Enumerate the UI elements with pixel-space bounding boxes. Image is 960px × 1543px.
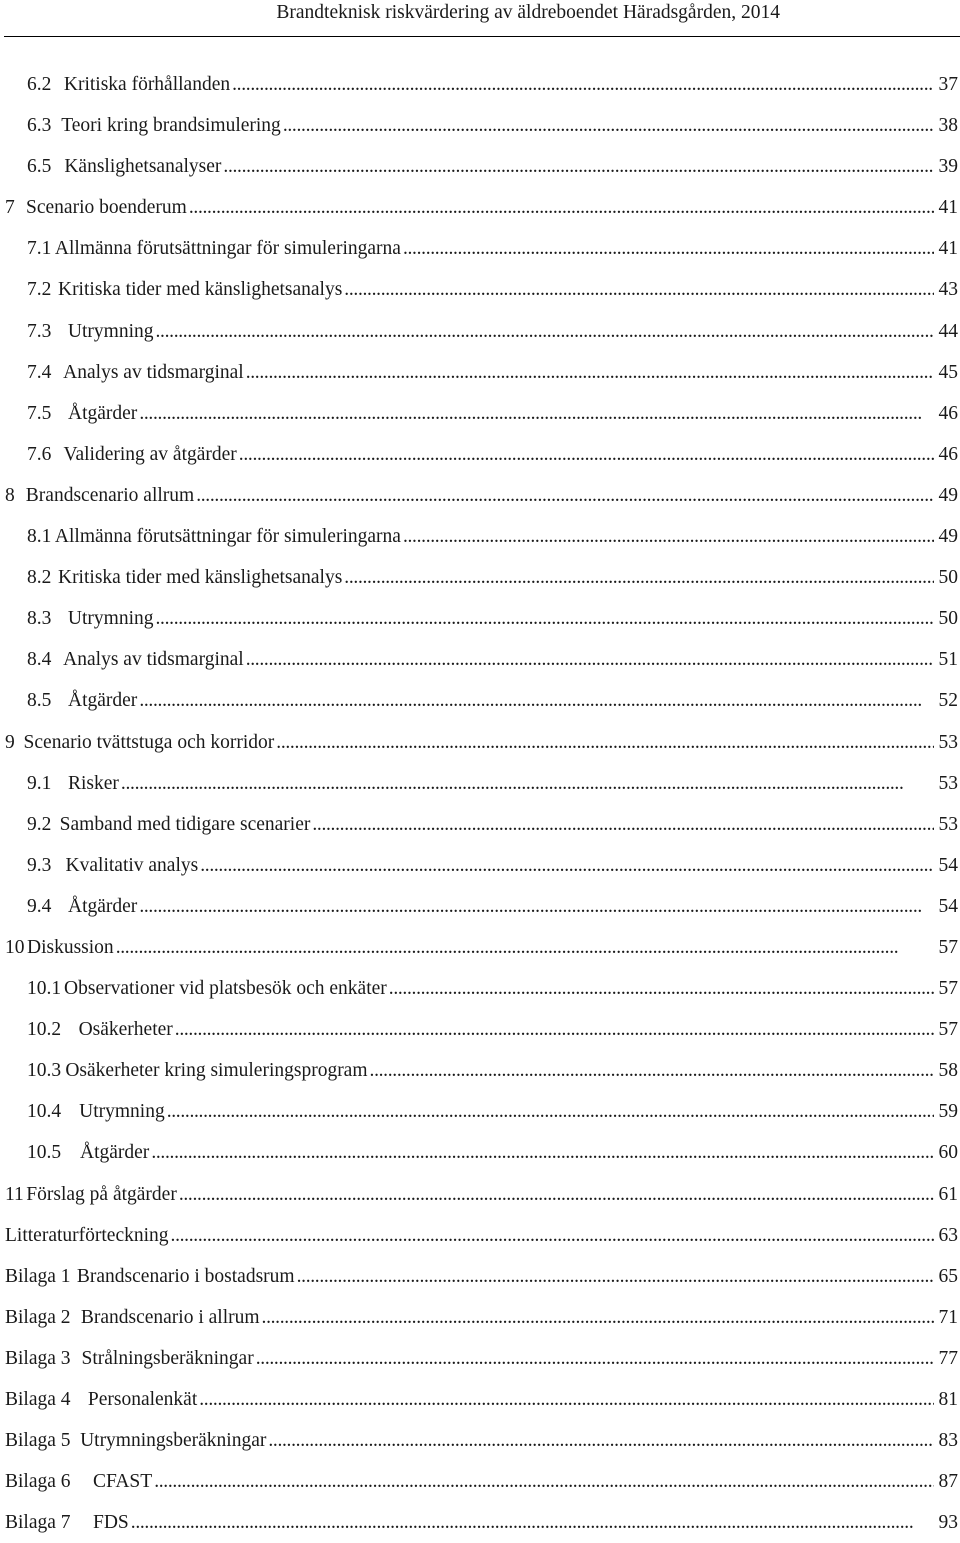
toc-entry[interactable]	[0, 434, 958, 475]
dot-leader	[297, 1256, 934, 1297]
toc-entry[interactable]	[0, 804, 958, 845]
toc-entry-title: Validering av åtgärder	[63, 443, 237, 465]
toc-entry-title: Samband med tidigare scenarier	[59, 813, 311, 835]
dot-leader	[196, 475, 934, 516]
table-of-contents	[0, 64, 958, 1543]
toc-entry-number: 10.5	[27, 1142, 62, 1164]
toc-entry-page-number: 77	[938, 1347, 958, 1369]
dot-leader	[199, 1379, 934, 1420]
toc-entry-title: Utrymningsberäkningar	[80, 1430, 267, 1452]
toc-entry-title: Känslighetsanalyser	[64, 156, 222, 178]
toc-entry-title: Allmänna förutsättningar för simuleringarna	[54, 526, 401, 548]
toc-entry-title: FDS	[93, 1512, 129, 1534]
toc-entry-page-number: 83	[938, 1430, 958, 1452]
toc-entry[interactable]	[0, 598, 958, 639]
toc-entry-number: 9.1	[27, 772, 52, 794]
toc-entry[interactable]	[0, 352, 958, 393]
toc-entry-page-number: 44	[938, 320, 958, 342]
toc-entry-page-number: 57	[938, 1019, 958, 1041]
toc-entry-number: 6.5	[27, 156, 52, 178]
toc-entry-number: 10.2	[27, 1019, 62, 1041]
toc-entry-title: Utrymning	[67, 320, 154, 342]
toc-entry[interactable]	[0, 639, 958, 680]
toc-entry-number: 8	[5, 484, 15, 506]
toc-entry-page-number: 65	[938, 1265, 958, 1287]
toc-entry-page-number: 87	[938, 1471, 958, 1493]
toc-entry-page-number: 51	[938, 649, 958, 671]
toc-entry-page-number: 46	[938, 443, 958, 465]
toc-entry-page-number: 49	[938, 526, 958, 548]
dot-leader	[200, 845, 934, 886]
toc-entry-page-number: 41	[938, 197, 958, 219]
toc-entry[interactable]	[0, 1132, 958, 1173]
toc-entry-page-number: 46	[938, 402, 958, 424]
dot-leader	[246, 639, 934, 680]
toc-entry-page-number: 81	[938, 1389, 958, 1410]
toc-entry[interactable]	[0, 1379, 958, 1420]
toc-entry-number: Bilaga 2	[5, 1306, 71, 1328]
toc-entry[interactable]	[0, 1009, 958, 1050]
dot-leader	[139, 886, 934, 927]
dot-leader	[403, 228, 934, 269]
toc-entry[interactable]	[0, 1420, 958, 1461]
toc-entry-page-number: 53	[938, 731, 958, 753]
toc-entry-number: 10.3	[27, 1060, 62, 1082]
toc-entry-page-number: 57	[938, 936, 958, 958]
toc-entry-title: Kritiska tider med känslighetsanalys	[57, 567, 343, 589]
toc-entry-title: Åtgärder	[68, 690, 138, 712]
dot-leader	[175, 1009, 934, 1050]
toc-entry-title: Osäkerheter kring simuleringsprogram	[65, 1060, 368, 1082]
dot-leader	[139, 393, 934, 434]
toc-entry-number: Bilaga 3	[5, 1347, 71, 1369]
toc-entry[interactable]	[0, 64, 958, 105]
dot-leader	[389, 968, 934, 1009]
toc-entry-title: Åtgärder	[68, 895, 138, 917]
toc-entry-title: Förslag på åtgärder	[26, 1183, 177, 1205]
toc-entry[interactable]	[0, 187, 958, 228]
toc-entry-page-number: 53	[938, 813, 958, 835]
toc-entry-page-number: 57	[938, 978, 958, 1000]
toc-entry-number: Bilaga 4	[5, 1389, 71, 1410]
dot-leader	[268, 1420, 934, 1461]
toc-entry-number: 9.4	[27, 895, 52, 917]
toc-entry-number: 9	[5, 731, 15, 753]
dot-leader	[151, 1132, 934, 1173]
toc-entry-page-number: 54	[938, 895, 958, 917]
toc-entry-page-number: 93	[938, 1512, 958, 1534]
toc-entry[interactable]	[0, 886, 958, 927]
toc-entry-title: Diskussion	[27, 936, 114, 958]
toc-entry[interactable]	[0, 228, 958, 269]
toc-entry-title: Brandscenario allrum	[25, 484, 195, 506]
toc-entry-page-number: 39	[938, 156, 958, 178]
toc-entry[interactable]	[0, 105, 958, 146]
toc-entry[interactable]	[0, 1256, 958, 1297]
toc-entry[interactable]	[0, 1091, 958, 1132]
toc-entry-number: 10.4	[27, 1101, 62, 1123]
toc-entry[interactable]	[0, 269, 958, 310]
toc-entry[interactable]	[0, 1338, 958, 1379]
toc-entry[interactable]	[0, 680, 958, 721]
toc-entry[interactable]	[0, 1174, 958, 1215]
toc-entry-number: Bilaga 7	[5, 1512, 71, 1534]
toc-entry-number: 8.3	[27, 608, 52, 630]
dot-leader	[154, 1461, 934, 1502]
dot-leader	[262, 1297, 934, 1338]
toc-entry-number: Bilaga 1	[5, 1265, 71, 1287]
toc-entry-number: 7.2	[27, 279, 52, 301]
toc-entry-page-number: 49	[938, 484, 958, 506]
toc-entry-page-number: 63	[938, 1224, 958, 1246]
toc-entry-page-number: 41	[938, 238, 958, 260]
toc-entry[interactable]	[0, 475, 958, 516]
toc-entry-page-number: 38	[938, 115, 958, 137]
toc-entry-page-number: 60	[938, 1142, 958, 1164]
toc-entry-number: Bilaga 5	[5, 1430, 71, 1452]
toc-entry-number: 7.4	[27, 361, 52, 383]
toc-entry-page-number: 59	[938, 1101, 958, 1123]
dot-leader	[370, 1050, 934, 1091]
toc-entry-page-number: 53	[938, 772, 958, 794]
dot-leader	[344, 557, 934, 598]
dot-leader	[156, 598, 935, 639]
dot-leader	[189, 187, 934, 228]
toc-entry-title: CFAST	[92, 1471, 153, 1493]
toc-entry-page-number: 45	[938, 361, 958, 383]
dot-leader	[167, 1091, 934, 1132]
toc-entry-number: 7.5	[27, 402, 52, 424]
toc-entry-number: 9.3	[27, 854, 52, 876]
toc-entry-title: Personalenkät	[87, 1389, 198, 1410]
dot-leader	[256, 1338, 934, 1379]
dot-leader	[312, 804, 934, 845]
toc-entry-title: Allmänna förutsättningar för simuleringarna	[54, 238, 401, 260]
toc-entry[interactable]	[0, 146, 958, 187]
toc-entry[interactable]	[0, 1461, 958, 1502]
dot-leader	[276, 722, 934, 763]
toc-entry-page-number: 37	[938, 74, 958, 95]
toc-entry-title: Strålningsberäkningar	[81, 1347, 254, 1369]
toc-entry-title: Kritiska förhållanden	[63, 74, 231, 95]
toc-entry[interactable]	[0, 393, 958, 434]
dot-leader	[171, 1215, 934, 1256]
running-header: Brandteknisk riskvärdering av äldreboendet Häradsgården, 2014	[276, 2, 780, 23]
toc-entry[interactable]	[0, 722, 958, 763]
toc-entry[interactable]	[0, 763, 958, 804]
toc-entry-title: Analys av tidsmarginal	[63, 361, 244, 383]
header-divider	[4, 36, 960, 37]
dot-leader	[121, 763, 934, 804]
toc-entry-number: 7.3	[27, 320, 52, 342]
toc-entry-title: Risker	[68, 772, 119, 794]
toc-entry-title: Utrymning	[67, 608, 154, 630]
toc-entry[interactable]	[0, 968, 958, 1009]
toc-entry-title: Teori kring brandsimulering	[61, 115, 281, 137]
toc-entry-title: Litteraturförteckning	[5, 1224, 169, 1246]
toc-entry[interactable]	[0, 1050, 958, 1091]
toc-entry-number: 6.2	[27, 74, 52, 95]
toc-entry-number: 10	[5, 936, 25, 958]
toc-entry-title: Analys av tidsmarginal	[63, 649, 244, 671]
toc-entry-page-number: 50	[938, 567, 958, 589]
toc-entry-number: 7.6	[27, 443, 52, 465]
toc-entry-number: 7.1	[27, 238, 52, 260]
toc-entry-page-number: 43	[938, 279, 958, 301]
toc-entry-page-number: 61	[938, 1183, 958, 1205]
dot-leader	[139, 680, 934, 721]
toc-entry-number: 7	[5, 197, 15, 219]
toc-entry-page-number: 52	[938, 690, 958, 712]
dot-leader	[223, 146, 934, 187]
toc-entry[interactable]	[0, 845, 958, 886]
toc-entry[interactable]	[0, 311, 958, 352]
toc-entry-title: Scenario tvättstuga och korridor	[23, 731, 275, 753]
toc-entry-page-number: 58	[938, 1060, 958, 1082]
toc-entry[interactable]	[0, 516, 958, 557]
dot-leader	[403, 516, 934, 557]
toc-entry-page-number: 71	[938, 1306, 958, 1328]
toc-entry-number: 6.3	[27, 115, 52, 137]
toc-entry-number: 11	[5, 1183, 24, 1205]
toc-entry-number: 8.2	[27, 567, 52, 589]
dot-leader	[239, 434, 934, 475]
toc-entry[interactable]	[0, 1215, 958, 1256]
toc-entry-number: 9.2	[27, 813, 52, 835]
dot-leader	[283, 105, 934, 146]
toc-entry-number: 8.5	[27, 690, 52, 712]
toc-entry-number: 8.1	[27, 526, 52, 548]
toc-entry-title: Åtgärder	[80, 1142, 150, 1164]
toc-entry-title: Utrymning	[79, 1101, 165, 1123]
toc-entry-title: Osäkerheter	[78, 1019, 173, 1041]
toc-entry-title: Brandscenario i bostadsrum	[76, 1265, 295, 1287]
dot-leader	[156, 311, 935, 352]
dot-leader	[344, 269, 934, 310]
toc-entry-title: Kritiska tider med känslighetsanalys	[57, 279, 343, 301]
dot-leader	[246, 352, 934, 393]
toc-entry-title: Observationer vid platsbesök och enkäter	[64, 978, 387, 1000]
dot-leader	[179, 1174, 934, 1215]
toc-entry[interactable]	[0, 1297, 958, 1338]
toc-entry[interactable]	[0, 557, 958, 598]
dot-leader	[232, 64, 934, 105]
toc-entry-title: Åtgärder	[68, 402, 138, 424]
toc-entry-number: Bilaga 6	[5, 1471, 71, 1493]
dot-leader	[116, 927, 934, 968]
toc-entry-title: Brandscenario i allrum	[80, 1306, 260, 1328]
toc-entry-number: 8.4	[27, 649, 52, 671]
toc-entry-title: Kvalitativ analys	[65, 854, 199, 876]
toc-entry-title: Scenario boenderum	[26, 197, 187, 219]
toc-entry-page-number: 50	[938, 608, 958, 630]
toc-entry-number: 10.1	[27, 978, 62, 1000]
toc-entry[interactable]	[0, 927, 958, 968]
toc-entry-page-number: 54	[938, 854, 958, 876]
